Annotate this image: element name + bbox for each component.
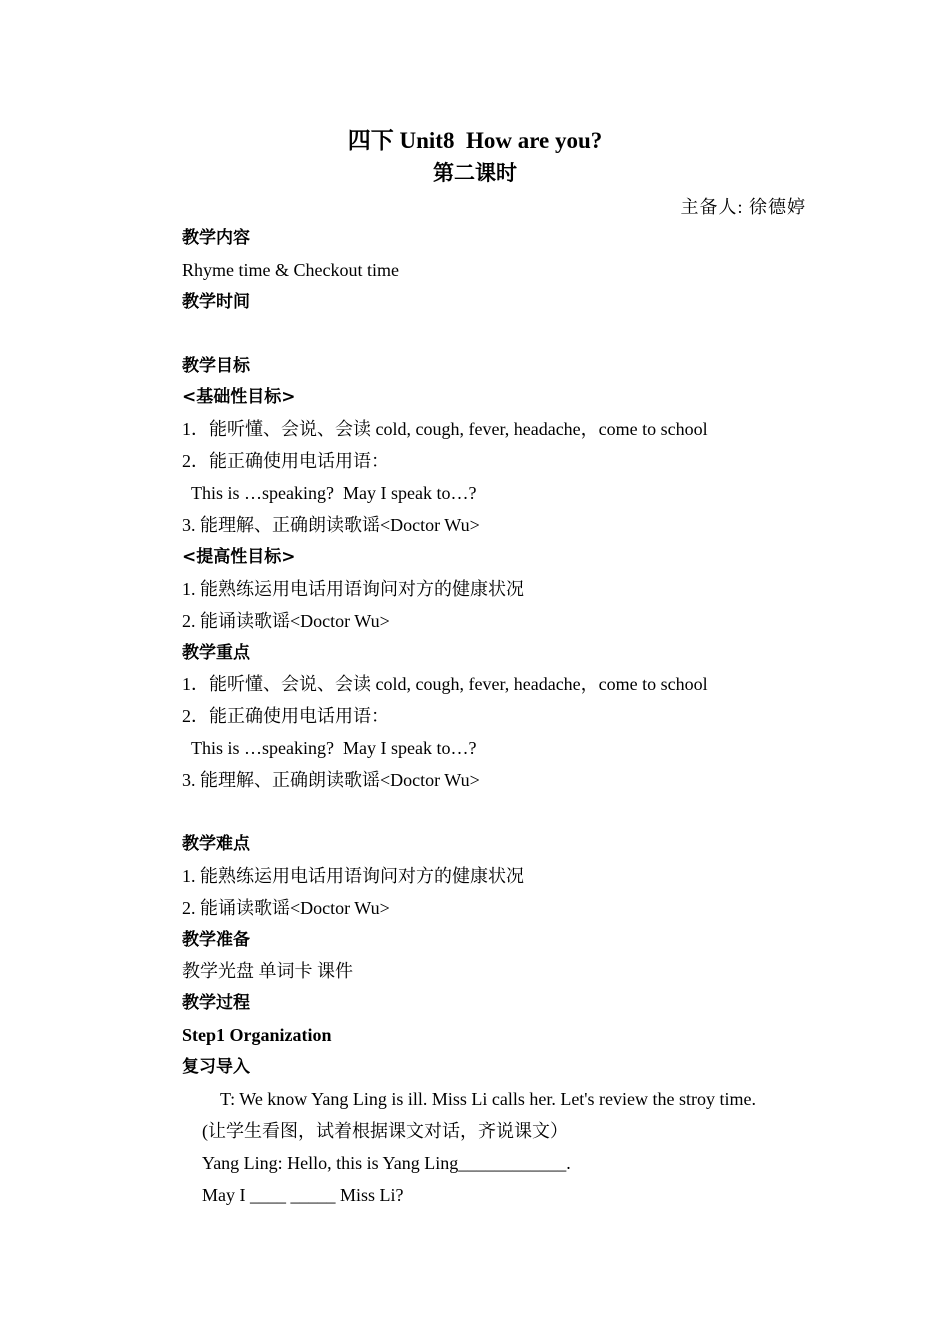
- body-line: Yang Ling: Hello, this is Yang Ling____________.: [202, 1152, 571, 1173]
- body-line: T: We know Yang Ling is ill. Miss Li calls her. Let's review the stroy time.: [220, 1089, 757, 1110]
- body-line: (让学生看图，试着根据课文对话，齐说课文）: [202, 1120, 568, 1141]
- section-heading: 教学内容: [182, 228, 250, 248]
- body-line: 2. 能诵读歌谣<Doctor Wu>: [182, 610, 390, 631]
- body-line: 1．能听懂、会说、会读 cold, cough, fever, headache，come to school: [182, 419, 708, 440]
- section-heading: 教学目标: [182, 355, 250, 376]
- section-heading: 教学难点: [182, 833, 250, 854]
- blank-line: [182, 797, 842, 829]
- document-body: [182, 223, 842, 1212]
- section-heading: <提高性目标>: [182, 546, 296, 567]
- section-heading: 教学准备: [182, 929, 250, 950]
- section-heading: 教学重点: [182, 642, 250, 663]
- step-heading: Step1 Organization: [182, 1025, 332, 1046]
- body-line: 3. 能理解、正确朗读歌谣<Doctor Wu>: [182, 770, 480, 791]
- body-line: 3. 能理解、正确朗读歌谣<Doctor Wu>: [182, 515, 480, 536]
- body-line: May I ____ _____ Miss Li?: [202, 1184, 404, 1205]
- lesson-subtitle: 第二课时: [433, 161, 517, 185]
- section-heading: <基础性目标>: [182, 387, 296, 408]
- body-line: 2. 能诵读歌谣<Doctor Wu>: [182, 897, 390, 918]
- body-line: 2．能正确使用电话用语：: [182, 451, 389, 472]
- section-heading: 教学过程: [182, 993, 250, 1014]
- body-line: Rhyme time & Checkout time: [182, 259, 399, 280]
- body-line: 1. 能熟练运用电话用语询问对方的健康状况: [182, 578, 524, 599]
- body-line: This is …speaking? May I speak to…?: [191, 738, 477, 759]
- body-line: This is …speaking? May I speak to…?: [191, 483, 477, 504]
- body-line: 1. 能熟练运用电话用语询问对方的健康状况: [182, 865, 524, 886]
- body-line: 教学光盘 单词卡 课件: [182, 961, 353, 982]
- section-heading: 复习导入: [182, 1057, 250, 1078]
- body-line: 1．能听懂、会说、会读 cold, cough, fever, headache，come to school: [182, 674, 708, 695]
- body-line: 2．能正确使用电话用语：: [182, 706, 389, 727]
- section-heading: 教学时间: [182, 291, 250, 312]
- blank-line: [182, 319, 842, 351]
- preparer-line: 主备人: 徐德婷: [680, 197, 806, 217]
- title-block: [0, 124, 950, 188]
- document-title: 四下 Unit8 How are you?: [347, 128, 603, 153]
